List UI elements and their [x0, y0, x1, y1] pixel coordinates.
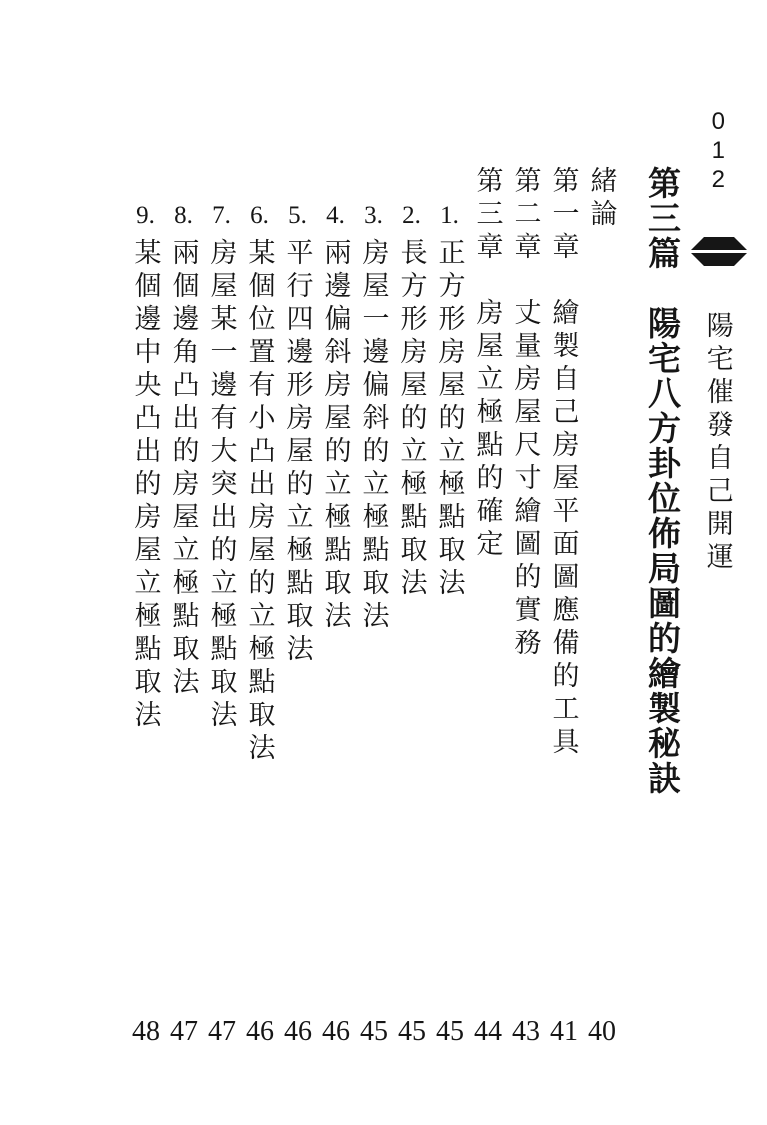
toc-entry-section-9: [127, 108, 165, 1048]
header-folio-number: 012: [704, 108, 732, 195]
toc-entry-title: 第三章 房屋立極點的確定: [472, 166, 503, 562]
toc-entry-section-1: [431, 108, 469, 1048]
toc-entry-page-number: 48: [132, 1016, 160, 1047]
toc-entry-page-number: 45: [398, 1016, 426, 1047]
toc-entry-section-2: [393, 108, 431, 1048]
toc-entry-number: 2.: [402, 202, 421, 229]
toc-entry-number: 4.: [326, 202, 345, 229]
toc-entry-title: 第二章 丈量房屋尺寸繪圖的實務: [510, 166, 541, 661]
section-title: 第三篇 陽宅八方卦位佈局圖的繪製秘訣: [643, 166, 679, 796]
toc-entry-number: 1.: [440, 202, 459, 229]
toc-entry-title: 長方形房屋的立極點取法: [396, 238, 427, 601]
toc-entry-page-number: 41: [550, 1016, 578, 1047]
toc-entry-chapter-2: [507, 108, 545, 1048]
toc-entry-number: 3.: [364, 202, 383, 229]
toc-entry-title: 某個位置有小凸出房屋的立極點取法: [244, 238, 275, 766]
toc-entry-page-number: 46: [284, 1016, 312, 1047]
toc-entry-chapter-1: [545, 108, 583, 1048]
toc-entry-section-5: [279, 108, 317, 1048]
page-header: [701, 108, 737, 1048]
toc-entry-title: 某個邊中央凸出的房屋立極點取法: [130, 238, 161, 733]
toc-entry-title: 緒論: [586, 166, 617, 232]
toc-entry-title: 平行四邊形房屋的立極點取法: [282, 238, 313, 667]
toc-entry-page-number: 40: [588, 1016, 616, 1047]
toc-entry-page-number: 44: [474, 1016, 502, 1047]
toc-entry-page-number: 43: [512, 1016, 540, 1047]
book-toc-page: [127, 108, 737, 1048]
toc-entry-section-6: [241, 108, 279, 1048]
toc-entry-number: 6.: [250, 202, 269, 229]
toc-entry-title: 兩邊偏斜房屋的立極點取法: [320, 238, 351, 634]
toc-entry-number: 9.: [136, 202, 155, 229]
toc-entry-title: 房屋一邊偏斜的立極點取法: [358, 238, 389, 634]
header-book-title: 陽宅催發自己開運: [702, 311, 733, 575]
toc-entry-number: 7.: [212, 202, 231, 229]
toc-entry-section-3: [355, 108, 393, 1048]
toc-entry-page-number: 47: [170, 1016, 198, 1047]
toc-entry-page-number: 46: [246, 1016, 274, 1047]
toc-entry-number: 8.: [174, 202, 193, 229]
toc-entry-title: 第一章 繪製自己房屋平面圖應備的工具: [548, 166, 579, 760]
toc-entry-section-7: [203, 108, 241, 1048]
toc-entry-title: 正方形房屋的立極點取法: [434, 238, 465, 601]
toc-entry-number: 5.: [288, 202, 307, 229]
toc-entry-title: 兩個邊角凸出的房屋立極點取法: [168, 238, 199, 700]
toc-entry-page-number: 46: [322, 1016, 350, 1047]
toc-entry-page-number: 47: [208, 1016, 236, 1047]
toc-entry-title: 房屋某一邊有大突出的立極點取法: [206, 238, 237, 733]
toc-entry-page-number: 45: [436, 1016, 464, 1047]
toc-entry-section-8: [165, 108, 203, 1048]
double-triangle-diamond-icon: [711, 237, 737, 267]
toc-entry-section-4: [317, 108, 355, 1048]
toc-entry-intro: [583, 108, 621, 1048]
toc-entry-chapter-3: [469, 108, 507, 1048]
toc-entry-page-number: 45: [360, 1016, 388, 1047]
